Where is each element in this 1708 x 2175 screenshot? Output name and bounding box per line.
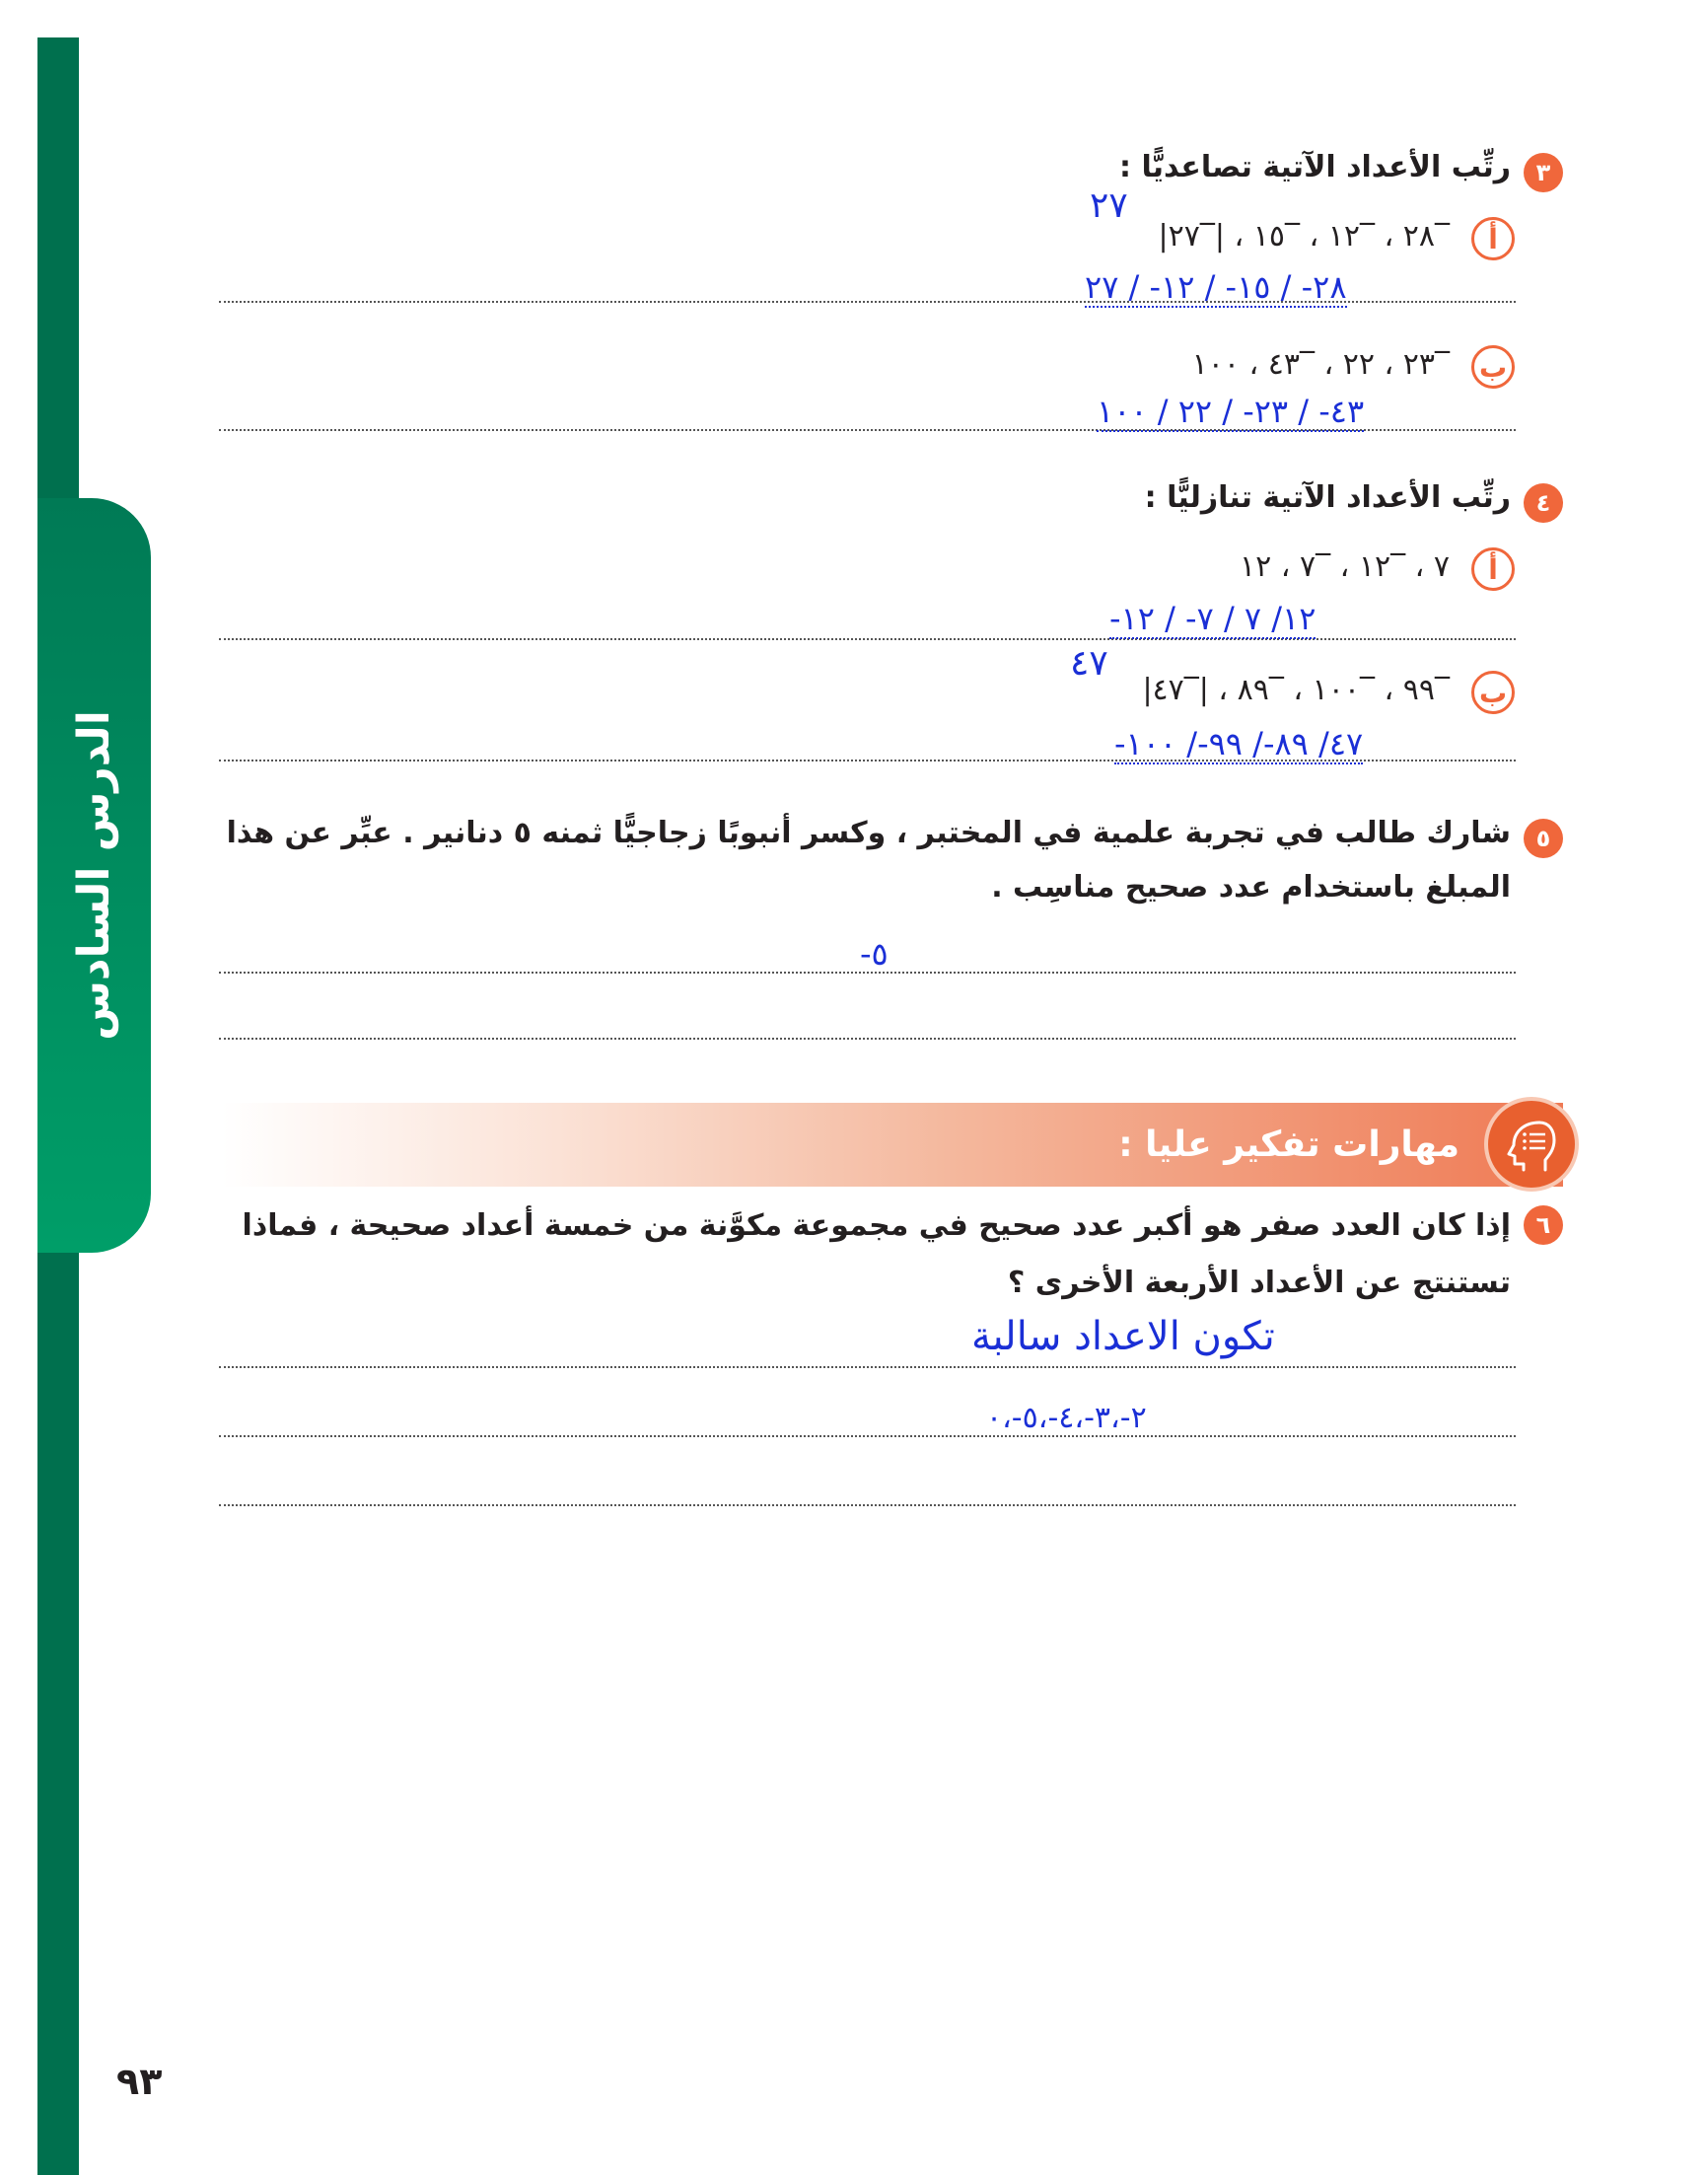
q3a-handwritten-answer: ٢٨- / ١٥- / ١٢- / ٢٧	[1085, 268, 1347, 306]
question-5-line-1: شارك طالب في تجربة علمية في المختبر ، وكسر أنبوبًا زجاجيًّا ثمنه ٥ دنانير . عبِّر عن هذا	[226, 816, 1511, 850]
q4a-numbers: ٧ ، ‾١٢ ، ‾٧ ، ١٢	[1239, 549, 1450, 584]
q3a-numbers: ‾٢٨ ، ‾١٢ ، ‾١٥ ، |‾٢٧|	[1158, 219, 1450, 254]
q5-answer-line-1	[219, 972, 1516, 974]
q4b-handwritten-answer: ٤٧/ ٨٩-/ ٩٩-/ ١٠٠-	[1114, 725, 1364, 762]
question-4-title: رتِّب الأعداد الآتية تنازليًّا :	[1144, 480, 1511, 515]
q3a-label: أ	[1471, 217, 1515, 260]
question-5-line-2: المبلغ باستخدام عدد صحيح مناسِب .	[991, 870, 1511, 905]
question-number-6: ٦	[1524, 1205, 1563, 1245]
question-3-title: رتِّب الأعداد الآتية تصاعديًّا :	[1119, 150, 1511, 184]
lesson-label: الدرس السادس	[68, 710, 119, 1041]
q6-answer-line-3	[219, 1504, 1516, 1506]
q5-handwritten-answer: ٥-	[860, 935, 889, 973]
question-number-3: ٣	[1524, 153, 1563, 192]
question-number-5: ٥	[1524, 819, 1563, 858]
thinking-head-icon	[1484, 1097, 1579, 1192]
q6-handwritten-answer-2: ٢-،٣-،٤-،٥-،٠	[986, 1401, 1147, 1435]
q4b-label: ب	[1471, 671, 1515, 714]
q4a-label: أ	[1471, 547, 1515, 591]
thinking-head-svg	[1502, 1115, 1561, 1174]
question-6-line-1: إذا كان العدد صفر هو أكبر عدد صحيح في مجموعة مكوَّنة من خمسة أعداد صحيحة ، فماذا	[242, 1208, 1511, 1243]
question-number-4: ٤	[1524, 483, 1563, 523]
thinking-skills-title: مهارات تفكير عليا :	[1118, 1124, 1459, 1165]
q5-answer-line-2	[219, 1038, 1516, 1040]
q4a-handwritten-answer: ١٢/ ٧ / ٧- / ١٢-	[1109, 600, 1317, 637]
q3b-numbers: ‾٢٣ ، ٢٢ ، ‾٤٣ ، ١٠٠	[1191, 347, 1450, 382]
q3b-label: ب	[1471, 345, 1515, 389]
q6-answer-line-1	[219, 1366, 1516, 1368]
q4b-handwritten-note: ٤٧	[1070, 643, 1108, 684]
q4a-answer-line	[219, 638, 1516, 640]
q6-handwritten-answer-1: تكون الاعداد سالبة	[971, 1314, 1275, 1359]
q3a-handwritten-note: ٢٧	[1090, 185, 1128, 226]
q4b-numbers: ‾٩٩ ، ‾١٠٠ ، ‾٨٩ ، |‾٤٧|	[1142, 673, 1450, 707]
question-6-line-2: تستنتج عن الأعداد الأربعة الأخرى ؟	[1007, 1266, 1511, 1300]
page-number: ٩٣	[116, 2060, 163, 2103]
q3b-handwritten-answer: ٤٣- / ٢٣- / ٢٢ / ١٠٠	[1097, 393, 1365, 430]
q6-answer-line-2	[219, 1435, 1516, 1437]
